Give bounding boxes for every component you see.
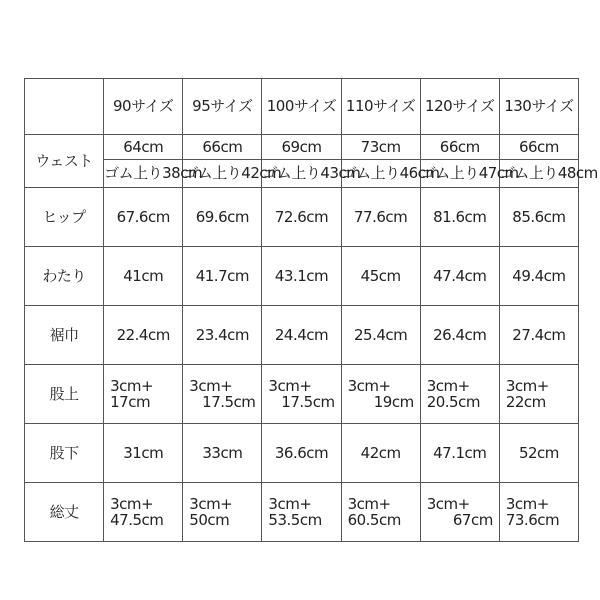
thigh-row [25,247,579,306]
length-cell [183,483,262,542]
rise-value: 22cm [505,393,546,411]
thigh-value: 43.1cm [262,247,341,306]
thigh-value: 45cm [341,247,420,306]
rise-base: 3cm+ [268,376,312,395]
hem-value: 24.4cm [262,306,341,365]
length-cell [104,483,183,542]
rise-value: 17cm [110,393,151,411]
waist-elastic-value: ゴム上り43cm [262,160,341,188]
waist-elastic-value: ゴム上り47cm [420,160,499,188]
length-base: 3cm+ [347,494,391,513]
size-chart-table [24,78,598,542]
waist-value: 66cm [420,135,499,160]
corner-cell [25,79,104,135]
row-label-thigh: わたり [25,247,104,306]
rise-base: 3cm+ [110,376,154,395]
length-value: 53.5cm [268,511,322,529]
header-row [25,79,579,135]
row-label-waist: ウェスト [25,135,104,188]
row-label-rise: 股上 [25,365,104,424]
header-90: 90サイズ [104,79,183,135]
hip-value: 85.6cm [499,188,578,247]
length-cell [341,483,420,542]
hem-row [25,306,579,365]
hem-value: 26.4cm [420,306,499,365]
length-base: 3cm+ [189,494,233,513]
length-base: 3cm+ [268,494,312,513]
waist-elastic-value: ゴム上り42cm [183,160,262,188]
length-value: 67cm [452,511,493,529]
rise-base: 3cm+ [426,376,470,395]
rise-cell [104,365,183,424]
length-base: 3cm+ [505,494,549,513]
waist-elastic-row [25,160,579,188]
length-value: 73.6cm [505,511,560,529]
hip-row [25,188,579,247]
length-base: 3cm+ [110,494,154,513]
hem-value: 22.4cm [104,306,183,365]
rise-base: 3cm+ [189,376,233,395]
inseam-value: 31cm [104,424,183,483]
inseam-row [25,424,579,483]
waist-value: 69cm [262,135,341,160]
header-120: 120サイズ [420,79,499,135]
row-label-inseam: 股下 [25,424,104,483]
hip-value: 67.6cm [104,188,183,247]
hip-value: 77.6cm [341,188,420,247]
length-value: 47.5cm [110,511,164,529]
thigh-value: 47.4cm [420,247,499,306]
waist-elastic-value: ゴム上り48cm [499,160,578,188]
rise-cell [262,365,341,424]
hem-value: 25.4cm [341,306,420,365]
inseam-value: 52cm [499,424,578,483]
row-label-hip: ヒップ [25,188,104,247]
length-row [25,483,579,542]
rise-cell [499,365,578,424]
length-cell [262,483,341,542]
length-cell [420,483,499,542]
rise-base: 3cm+ [347,376,391,395]
thigh-value: 49.4cm [499,247,578,306]
rise-cell [183,365,262,424]
rise-value: 17.5cm [202,393,256,411]
rise-row [25,365,579,424]
rise-value: 19cm [373,393,414,411]
inseam-value: 33cm [183,424,262,483]
header-100: 100サイズ [262,79,341,135]
waist-value: 66cm [183,135,262,160]
waist-value: 66cm [499,135,578,160]
waist-value: 73cm [341,135,420,160]
length-value: 50cm [189,511,230,529]
header-110: 110サイズ [341,79,420,135]
waist-elastic-value: ゴム上り38cm [104,160,183,188]
hip-value: 72.6cm [262,188,341,247]
rise-cell [341,365,420,424]
waist-elastic-value: ゴム上り46cm [341,160,420,188]
header-95: 95サイズ [183,79,262,135]
waist-row [25,135,579,160]
inseam-value: 42cm [341,424,420,483]
rise-base: 3cm+ [505,376,549,395]
length-value: 60.5cm [347,511,401,529]
hem-value: 23.4cm [183,306,262,365]
hip-value: 69.6cm [183,188,262,247]
thigh-value: 41.7cm [183,247,262,306]
header-130: 130サイズ [499,79,578,135]
waist-value: 64cm [104,135,183,160]
length-base: 3cm+ [426,494,470,513]
inseam-value: 36.6cm [262,424,341,483]
rise-cell [420,365,499,424]
thigh-value: 41cm [104,247,183,306]
row-label-hem: 裾巾 [25,306,104,365]
hem-value: 27.4cm [499,306,578,365]
inseam-value: 47.1cm [420,424,499,483]
hip-value: 81.6cm [420,188,499,247]
length-cell [499,483,578,542]
rise-value: 17.5cm [281,393,335,411]
rise-value: 20.5cm [426,393,480,411]
row-label-length: 総丈 [25,483,104,542]
